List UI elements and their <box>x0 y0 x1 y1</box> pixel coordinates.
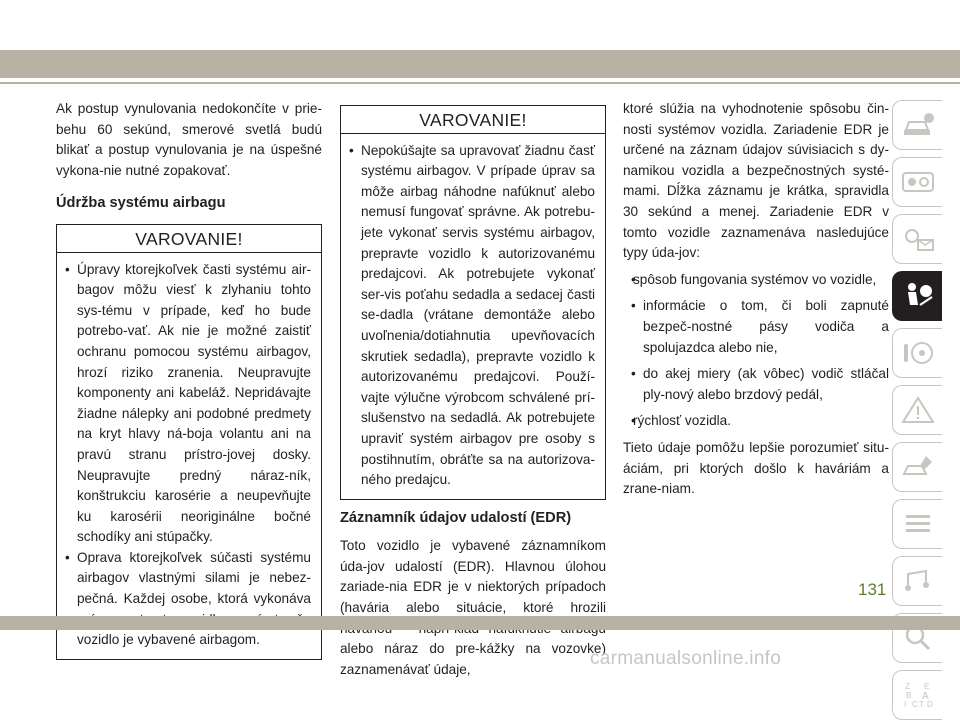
index-letter: A <box>921 691 929 702</box>
intro-paragraph: Ak postup vynulovania nedokončíte v prie-behu 60 sekúnd, smerové svetlá budú blikať a postup vynulovania je na úspešné vykona-nie nutné zopakovať. <box>56 101 322 178</box>
column-middle <box>340 105 606 680</box>
section-heading-airbag: Údržba systému airbagu <box>56 195 226 212</box>
column-left <box>56 99 322 660</box>
watermark: carmanualsonline.info <box>590 648 782 669</box>
multimedia-icon[interactable] <box>892 556 942 606</box>
car-info-icon[interactable] <box>892 100 942 150</box>
dashboard-lights-icon[interactable] <box>892 157 942 207</box>
index-letter: D <box>926 700 933 709</box>
warning-bullet: • Oprava ktorejkoľvek súčasti systému airbagov vlastnými silami je nebez-pečná. Každej osobe, ktorá vykonáva vozidlo je vybavené airbagom. <box>57 548 311 651</box>
warning-title: VAROVANIE! <box>57 225 321 253</box>
list-item: • rýchlosť vozidla. <box>623 411 889 432</box>
index-letter: T <box>918 700 924 709</box>
edr-paragraph: Toto vozidlo je vybavené záznamníkom úda-jov udalostí (EDR). Hlavnou úlohou zariade-nia EDR je v niektorých prípadoch (havária alebo situácie, ktoré hrozili alebo náraz do pre-kážky na vozovke) zaznamenávať údaje, <box>340 538 606 677</box>
top-band <box>0 50 960 78</box>
index-letter: B <box>905 691 911 700</box>
index-letter: C <box>911 700 918 709</box>
warning-title: VAROVANIE! <box>341 106 605 134</box>
warning-bullet: • Úpravy ktorejkoľvek časti systému air-bagov môžu viesť k zlyhaniu tohto sys-tému v prípade, keď ho bude potrebo-vať. Ak nie je možné zaistiť ochranu pomocou systému airbagov, hrozí riziko zranenia. Neupravujte komponenty ani kabeláž. Nepridávajte žiadne nálepky ani podobné predmety na kryt hlavy ná-boja volantu ani na pravú stranu prístro-jovej dosky. Neupravujte predný náraz-ník, konštrukciu karosérie a neupevňujte ku karosérii neoriginálne bočné schodíky ani stúpačky. <box>57 260 311 548</box>
column-right <box>623 99 889 500</box>
top-rule <box>0 82 960 84</box>
specs-list-icon[interactable] <box>892 499 942 549</box>
page-number: 131 <box>858 580 887 599</box>
warning-box-middle <box>340 105 606 500</box>
closing-paragraph: Tieto údaje pomôžu lepšie porozumieť situ-áciám, pri ktorých došlo k haváriám a zrane-niam. <box>623 439 889 497</box>
list-item: • informácie o tom, či boli zapnuté bezpeč-nostné pásy vodiča a spolujazdca alebo nie, <box>623 296 889 358</box>
warning-bullet: • Nepokúšajte sa upravovať žiadnu časť systému airbagov. V prípade úprav sa môže airbag náhodne nafúknuť alebo nemusí fungovať správne. Ak potrebu-jete vykonať servis systému airbagov, prepravte vozidlo k autorizovanému predajcovi. Ak potrebujete vykonať ser-vis poťahu sedadla a sedacej časti se-dadla (vrátane demontáže alebo uvoľnenia/dotiahnutia upevňovacích skrutiek sedadla), prepravte vozidlo k autorizovanému predajcovi. Použí-vajte výlučne výrobcom schválené prí-slušenstvo na sedadlá. Ak potrebujete upraviť systém airbagov pre osoby s postihnutím, obráťte sa na autorizova-ného predajcu. <box>341 141 595 491</box>
section-heading-edr: Záznamník údajov udalostí (EDR) <box>340 509 572 526</box>
index-letter: I <box>903 700 906 709</box>
bottom-band <box>0 616 960 630</box>
edr-continued-paragraph: ktoré slúžia na vyhodnotenie spôsobu čin-nosti systémov vozidla. Zariadenie EDR je určené na záznam údajov súvisiacich s dy-namikou vozidla a bezpečnostných systé-mami. Dĺžka záznamu je krátka, spravidla 30 sekúnd a menej. Zariadenie EDR v tomto vozidle zaznamenáva nasledujúce typy úda-jov: <box>623 101 889 261</box>
list-item: • spôsob fungovania systémov vo vozidle, <box>623 270 889 291</box>
edr-data-list <box>623 270 889 432</box>
list-item: • do akej miery (ak vôbec) vodič stláčal ply-nový alebo brzdový pedál, <box>623 364 889 405</box>
steering-key-icon[interactable] <box>892 328 942 378</box>
seat-airbag-icon[interactable] <box>892 271 942 321</box>
index-letter: E <box>923 682 929 691</box>
index-letter: Z <box>904 682 910 691</box>
warning-box-left <box>56 224 322 660</box>
chapter-tabs <box>892 100 944 727</box>
warning-triangle-icon[interactable] <box>892 385 942 435</box>
wrench-car-icon[interactable] <box>892 442 942 492</box>
sun-mail-icon[interactable] <box>892 214 942 264</box>
